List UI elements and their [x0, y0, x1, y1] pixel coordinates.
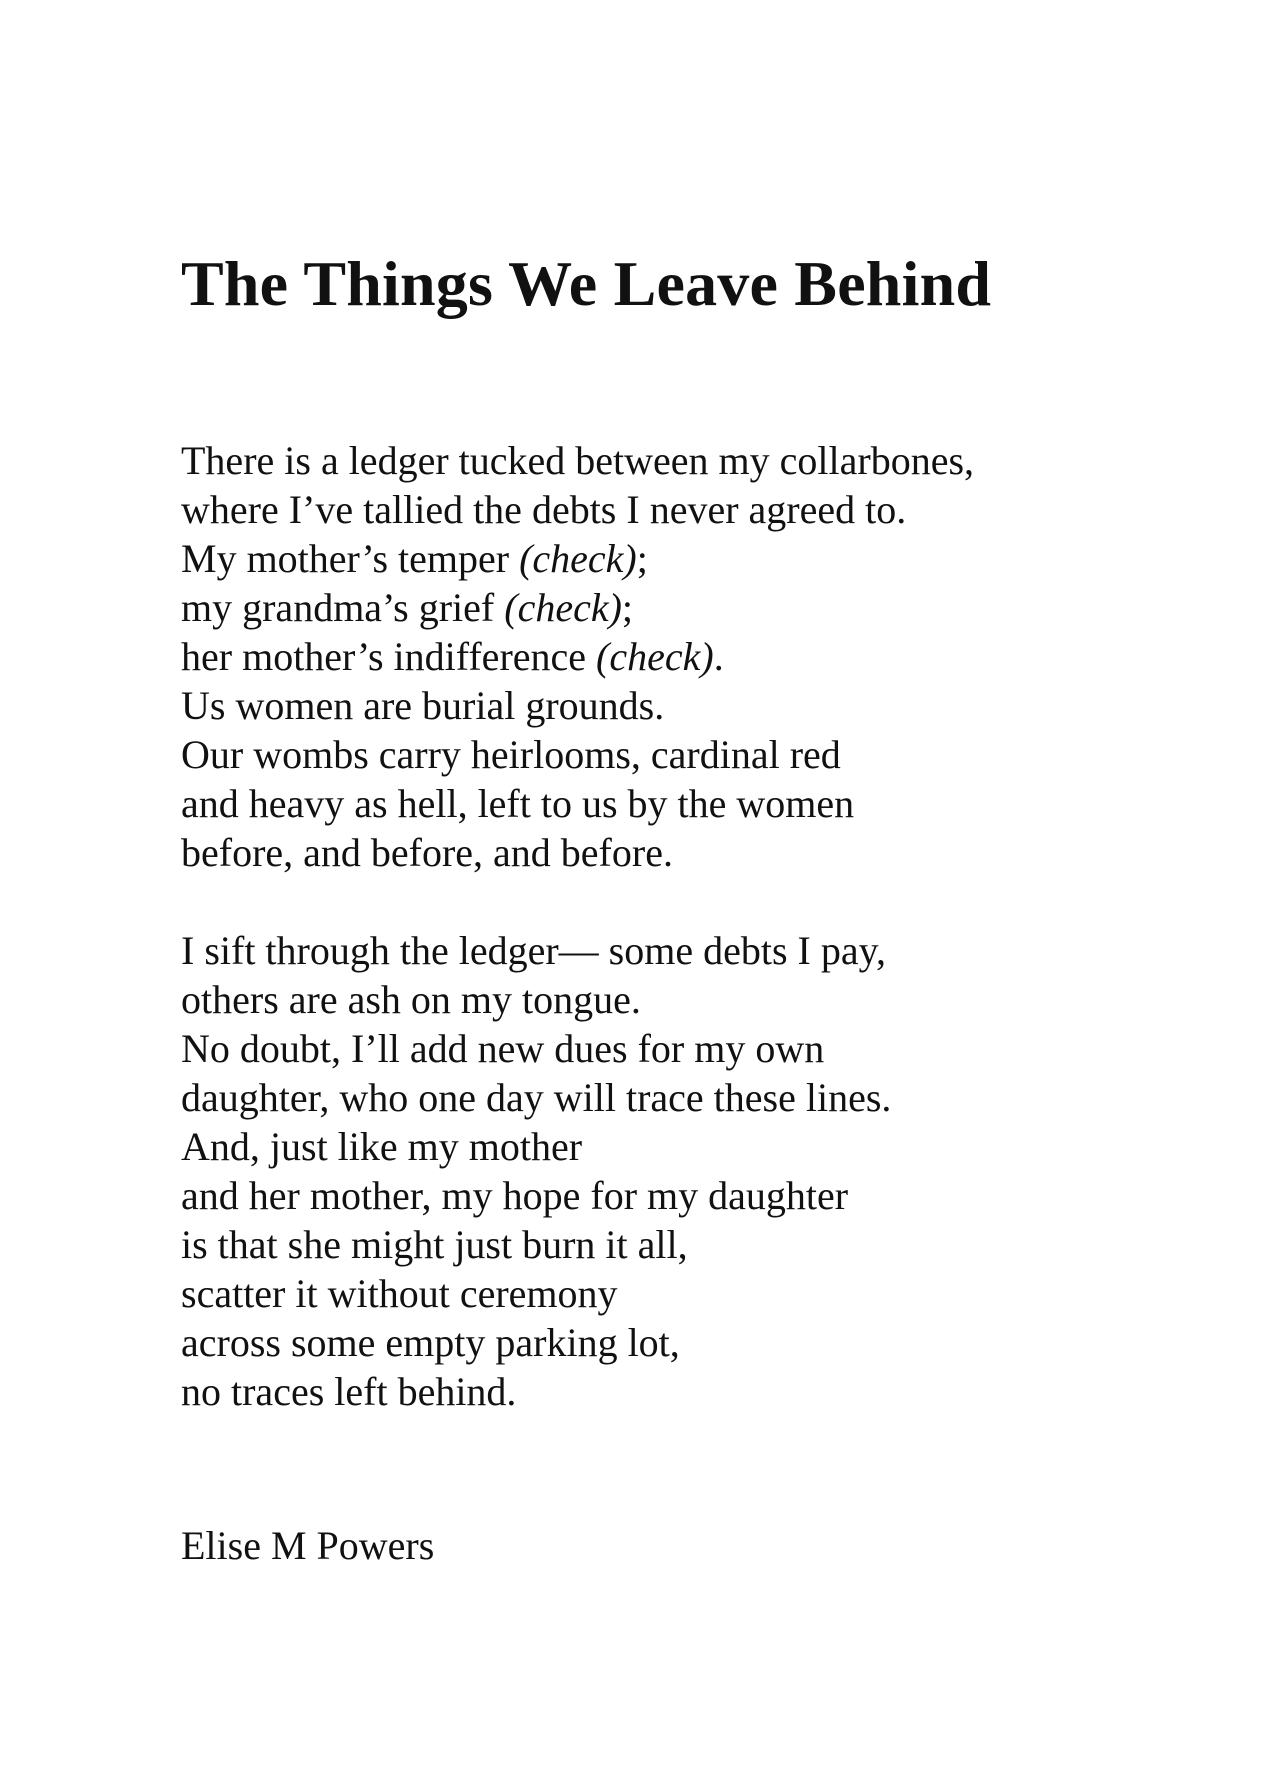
poem-line: before, and before, and before. [181, 830, 673, 875]
line-text: my grandma’s grief [181, 585, 505, 630]
poem-line: others are ash on my tongue. [181, 977, 641, 1022]
check-note: (check) [519, 536, 637, 581]
check-note: (check) [504, 585, 622, 630]
poem-line: Us women are burial grounds. [181, 683, 665, 728]
stanza-2 [181, 926, 891, 1416]
poem-line: no traces left behind. [181, 1369, 517, 1414]
poem-line: There is a ledger tucked between my collarbones, [181, 438, 975, 483]
poem-line: Our wombs carry heirlooms, cardinal red [181, 732, 841, 777]
poem-line: and heavy as hell, left to us by the women [181, 781, 855, 826]
poem-line [181, 534, 974, 583]
poem-line: where I’ve tallied the debts I never agreed to. [181, 487, 907, 532]
poem-line: and her mother, my hope for my daughter [181, 1173, 849, 1218]
poem-line [181, 632, 974, 681]
line-punctuation: ; [621, 585, 634, 630]
poem-line: No doubt, I’ll add new dues for my own [181, 1026, 825, 1071]
check-note: (check) [596, 634, 714, 679]
poem-title: The Things We Leave Behind [181, 248, 992, 319]
line-punctuation: ; [636, 536, 648, 581]
poem-line: I sift through the ledger— some debts I pay, [181, 928, 887, 973]
poem-line [181, 583, 974, 632]
poem-line: And, just like my mother [181, 1124, 583, 1169]
stanza-1 [181, 436, 974, 877]
poem-line: daughter, who one day will trace these lines. [181, 1075, 892, 1120]
line-text: her mother’s indifference [181, 634, 597, 679]
line-text: My mother’s temper [181, 536, 520, 581]
poem-line: across some empty parking lot, [181, 1320, 680, 1365]
poem-line: is that she might just burn it all, [181, 1222, 688, 1267]
line-punctuation: . [713, 634, 724, 679]
poem-line: scatter it without ceremony [181, 1271, 618, 1316]
author-name: Elise M Powers [181, 1523, 435, 1568]
